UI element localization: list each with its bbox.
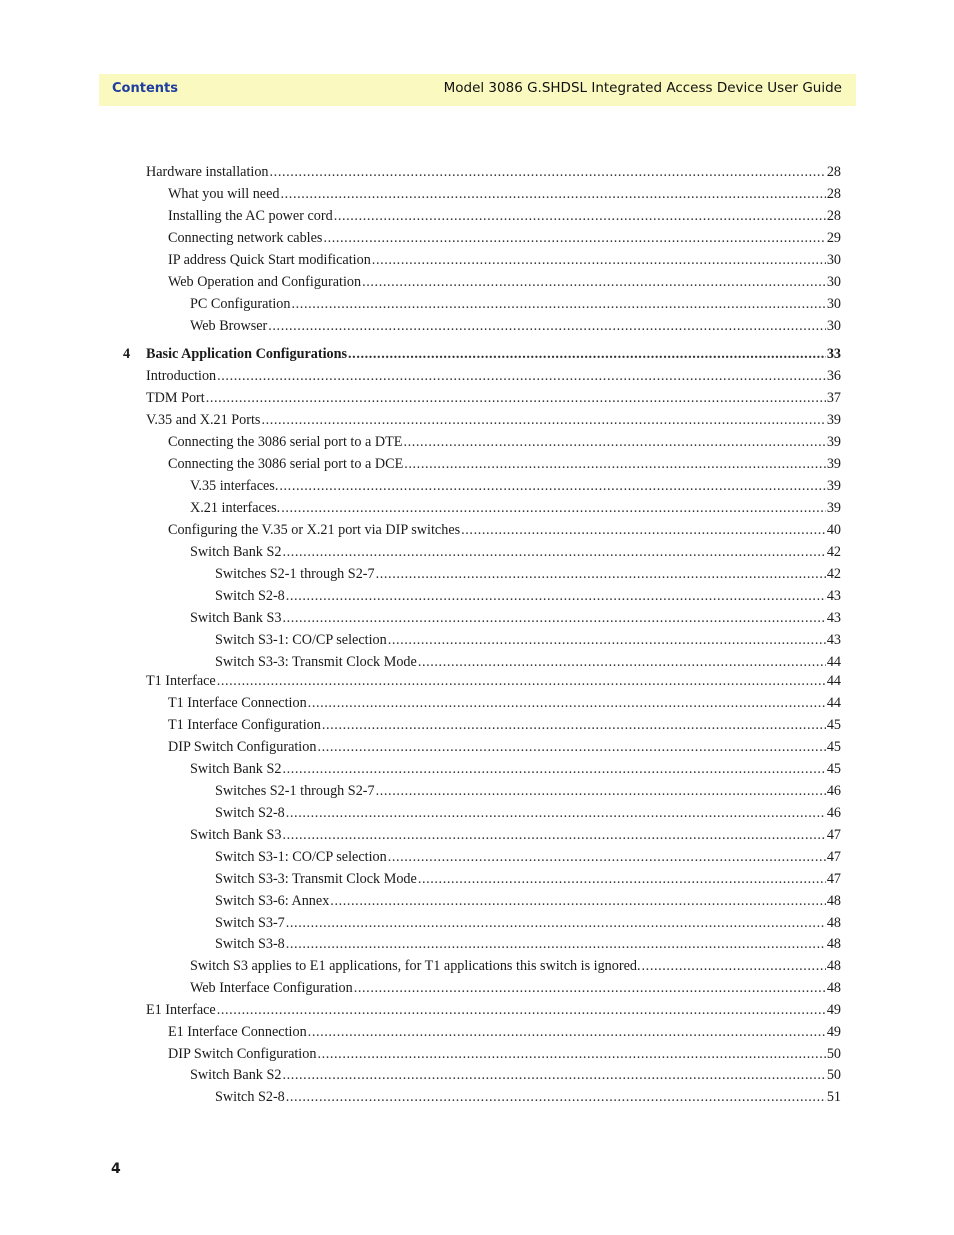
toc-entry-page: 33 [826,346,841,362]
toc-entry[interactable] [0,564,954,584]
toc-entry-title: DIP Switch Configuration [168,739,317,755]
toc-entry-line [168,432,841,452]
toc-entry-page: 45 [826,761,841,777]
toc-entry-page: 46 [826,783,841,799]
toc-dot-leader [642,956,826,976]
toc-entry-line [168,184,841,204]
toc-entry[interactable] [0,454,954,474]
toc-entry-title: Switch Bank S3 [190,827,282,843]
toc-entry-line [146,388,841,408]
toc-entry-line [168,737,841,757]
toc-entry-line [215,847,841,867]
toc-entry-page: 47 [826,871,841,887]
toc-entry-title: Switch S3-6: Annex [215,893,330,909]
toc-entry-title: Connecting the 3086 serial port to a DTE [168,434,403,450]
toc-entry[interactable] [0,498,954,518]
toc-entry-page: 48 [826,893,841,909]
toc-entry-page: 50 [826,1067,841,1083]
toc-entry[interactable] [0,693,954,713]
toc-entry[interactable] [0,388,954,408]
toc-entry-title: E1 Interface [146,1002,216,1018]
toc-entry-title: IP address Quick Start modification [168,252,371,268]
toc-entry-line [215,1087,841,1107]
toc-dot-leader [330,891,826,911]
toc-dot-leader [282,825,825,845]
toc-dot-leader [388,847,826,867]
toc-entry-page: 28 [826,208,841,224]
toc-entry[interactable] [0,934,954,954]
toc-entry[interactable] [0,737,954,757]
toc-entry[interactable] [0,366,954,386]
toc-entry-title: Switch Bank S3 [190,610,282,626]
toc-entry[interactable] [0,847,954,867]
toc-entry-title: Configuring the V.35 or X.21 port via DIP switches [168,522,461,538]
toc-entry-line [168,228,841,248]
toc-entry-page: 42 [826,566,841,582]
toc-entry-page: 44 [826,673,841,689]
toc-entry-page: 39 [826,434,841,450]
toc-entry[interactable] [0,542,954,562]
toc-dot-leader [461,520,826,540]
toc-entry[interactable] [0,316,954,336]
header-section-label: Contents [112,81,178,96]
toc-entry-title: Basic Application Configurations [146,346,348,362]
toc-entry-line [168,1022,841,1042]
toc-entry[interactable] [0,608,954,628]
toc-entry[interactable] [0,476,954,496]
toc-dot-leader [292,294,826,314]
toc-entry-page: 43 [826,632,841,648]
toc-entry-page: 46 [826,805,841,821]
toc-entry-page: 49 [826,1024,841,1040]
toc-entry-title: Switch S3-3: Transmit Clock Mode [215,871,417,887]
toc-entry-title: V.35 and X.21 Ports [146,412,261,428]
toc-entry-page: 51 [826,1089,841,1105]
toc-entry-title: V.35 interfaces. [190,478,279,494]
toc-dot-leader [281,498,826,518]
toc-entry-line [168,250,841,270]
toc-entry-title: Hardware installation [146,164,269,180]
toc-dot-leader [268,316,826,336]
toc-entry-line [190,316,841,336]
toc-entry-title: Switch S3-8 [215,936,285,952]
toc-entry[interactable] [0,410,954,430]
toc-entry-line [190,956,841,976]
toc-entry[interactable] [0,520,954,540]
toc-entry-line [168,454,841,474]
toc-dot-leader [282,759,825,779]
toc-entry-title: Switch S2-8 [215,805,285,821]
toc-entry-title: Web Interface Configuration [190,980,353,996]
toc-entry-line [190,608,841,628]
toc-entry[interactable] [0,869,954,889]
toc-entry-title: PC Configuration [190,296,291,312]
toc-dot-leader [270,162,826,182]
toc-dot-leader [308,1022,826,1042]
toc-dot-leader [286,934,826,954]
toc-entry-page: 45 [826,739,841,755]
toc-entry-title: Switch S2-8 [215,1089,285,1105]
toc-entry-page: 42 [826,544,841,560]
toc-entry[interactable] [0,1065,954,1085]
toc-entry-title: Switch Bank S2 [190,544,282,560]
toc-entry[interactable] [0,272,954,292]
toc-entry-line [190,1065,841,1085]
toc-entry-title: Introduction [146,368,217,384]
toc-entry-line [215,934,841,954]
toc-dot-leader [217,366,826,386]
toc-entry-title: Switch S2-8 [215,588,285,604]
toc-entry-title: T1 Interface [146,673,216,689]
page-header [99,74,856,106]
header-guide-title: Model 3086 G.SHDSL Integrated Access Device User Guide [443,80,842,96]
toc-dot-leader [281,184,826,204]
toc-entry-line [190,825,841,845]
toc-entry[interactable] [0,781,954,801]
toc-entry-page: 39 [826,456,841,472]
toc-dot-leader [372,250,826,270]
toc-entry[interactable] [0,803,954,823]
toc-entry-page: 30 [826,318,841,334]
toc-entry-title: Switch S3-1: CO/CP selection [215,849,387,865]
toc-dot-leader [323,228,825,248]
toc-dot-leader [403,432,825,452]
toc-entry[interactable] [0,913,954,933]
toc-dot-leader [418,652,826,672]
toc-entry[interactable] [0,978,954,998]
toc-entry-title: Connecting network cables [168,230,323,246]
toc-entry-title: Switch S3 applies to E1 applications, for T1 applications this switch is ignored. [190,958,641,974]
toc-entry-line [190,759,841,779]
toc-entry-line [190,978,841,998]
toc-entry-line [190,498,841,518]
toc-dot-leader [286,1087,826,1107]
toc-entry[interactable] [0,759,954,779]
toc-entry-title: Switches S2-1 through S2-7 [215,783,375,799]
toc-chapter-number: 4 [123,346,131,362]
toc-dot-leader [376,781,826,801]
toc-entry-page: 36 [826,368,841,384]
toc-entry[interactable] [0,586,954,606]
toc-entry-page: 48 [826,980,841,996]
toc-entry-title: X.21 interfaces. [190,500,281,516]
toc-dot-leader [286,803,826,823]
toc-entry[interactable] [0,162,954,182]
toc-entry-title: Web Browser [190,318,268,334]
toc-dot-leader [217,1000,826,1020]
toc-entry-page: 28 [826,164,841,180]
toc-entry-title: TDM Port [146,390,205,406]
toc-entry-page: 50 [826,1046,841,1062]
toc-entry-page: 29 [826,230,841,246]
toc-dot-leader [404,454,826,474]
toc-entry-line [190,542,841,562]
toc-entry-title: Web Operation and Configuration [168,274,362,290]
toc-dot-leader [282,1065,825,1085]
toc-entry-line [215,891,841,911]
toc-dot-leader [286,586,826,606]
toc-entry[interactable] [0,1087,954,1107]
toc-entry[interactable] [0,184,954,204]
toc-entry[interactable] [0,250,954,270]
toc-entry-line [168,520,841,540]
toc-entry[interactable] [0,432,954,452]
toc-entry[interactable] [0,652,954,672]
toc-entry-page: 39 [826,478,841,494]
toc-dot-leader [217,671,826,691]
toc-entry-page: 44 [826,695,841,711]
toc-dot-leader [418,869,826,889]
toc-entry-line [215,652,841,672]
toc-entry-line [146,162,841,182]
toc-entry-line [215,803,841,823]
toc-entry-title: T1 Interface Configuration [168,717,321,733]
toc-entry-line [190,294,841,314]
toc-entry[interactable] [0,344,954,364]
toc-entry-page: 49 [826,1002,841,1018]
toc-entry[interactable] [0,630,954,650]
toc-entry-page: 37 [826,390,841,406]
toc-entry-line [215,586,841,606]
toc-entry-line [146,1000,841,1020]
toc-entry-title: Switch S3-7 [215,915,285,931]
toc-entry-title: Switch S3-3: Transmit Clock Mode [215,654,417,670]
toc-entry-line [146,344,841,364]
toc-dot-leader [261,410,825,430]
toc-dot-leader [317,737,825,757]
toc-entry-page: 30 [826,252,841,268]
toc-dot-leader [354,978,826,998]
toc-entry-page: 39 [826,500,841,516]
toc-entry-page: 30 [826,274,841,290]
toc-entry-line [168,693,841,713]
toc-entry-line [215,630,841,650]
toc-entry-line [215,913,841,933]
toc-entry-title: Connecting the 3086 serial port to a DCE [168,456,404,472]
toc-entry-page: 47 [826,849,841,865]
toc-entry-page: 48 [826,958,841,974]
toc-dot-leader [206,388,826,408]
toc-entry-title: Switch Bank S2 [190,761,282,777]
toc-entry[interactable] [0,956,954,976]
toc-entry-line [215,781,841,801]
toc-entry-title: E1 Interface Connection [168,1024,307,1040]
toc-entry-page: 43 [826,588,841,604]
toc-entry-page: 44 [826,654,841,670]
toc-entry-line [215,564,841,584]
toc-entry-line [146,366,841,386]
toc-entry-line [168,206,841,226]
toc-dot-leader [362,272,826,292]
toc-entry-line [146,671,841,691]
toc-entry-line [168,272,841,292]
toc-entry-line [168,1044,841,1064]
toc-entry-title: Installing the AC power cord [168,208,333,224]
toc-entry[interactable] [0,671,954,691]
toc-entry[interactable] [0,228,954,248]
toc-entry-line [146,410,841,430]
toc-entry-title: What you will need [168,186,280,202]
toc-dot-leader [317,1044,825,1064]
toc-entry-page: 40 [826,522,841,538]
toc-entry-page: 43 [826,610,841,626]
toc-entry-page: 39 [826,412,841,428]
toc-dot-leader [282,542,825,562]
toc-dot-leader [388,630,826,650]
toc-entry[interactable] [0,1000,954,1020]
toc-entry-title: T1 Interface Connection [168,695,307,711]
toc-entry[interactable] [0,1044,954,1064]
toc-entry-title: DIP Switch Configuration [168,1046,317,1062]
toc-entry-page: 48 [826,915,841,931]
toc-entry[interactable] [0,891,954,911]
toc-entry-page: 47 [826,827,841,843]
toc-dot-leader [279,476,825,496]
toc-entry-page: 30 [826,296,841,312]
toc-entry[interactable] [0,825,954,845]
toc-entry-title: Switches S2-1 through S2-7 [215,566,375,582]
toc-entry-title: Switch S3-1: CO/CP selection [215,632,387,648]
toc-dot-leader [376,564,826,584]
toc-entry-line [168,715,841,735]
toc-entry[interactable] [0,206,954,226]
toc-dot-leader [334,206,826,226]
toc-dot-leader [348,344,826,364]
toc-dot-leader [286,913,826,933]
toc-entry-page: 45 [826,717,841,733]
toc-entry-line [215,869,841,889]
toc-dot-leader [322,715,826,735]
toc-entry-page: 48 [826,936,841,952]
toc-entry[interactable] [0,1022,954,1042]
toc-entry-title: Switch Bank S2 [190,1067,282,1083]
toc-entry-line [190,476,841,496]
toc-dot-leader [282,608,825,628]
toc-dot-leader [308,693,826,713]
toc-entry[interactable] [0,715,954,735]
page-number: 4 [111,1161,121,1177]
toc-entry-page: 28 [826,186,841,202]
toc-entry[interactable] [0,294,954,314]
